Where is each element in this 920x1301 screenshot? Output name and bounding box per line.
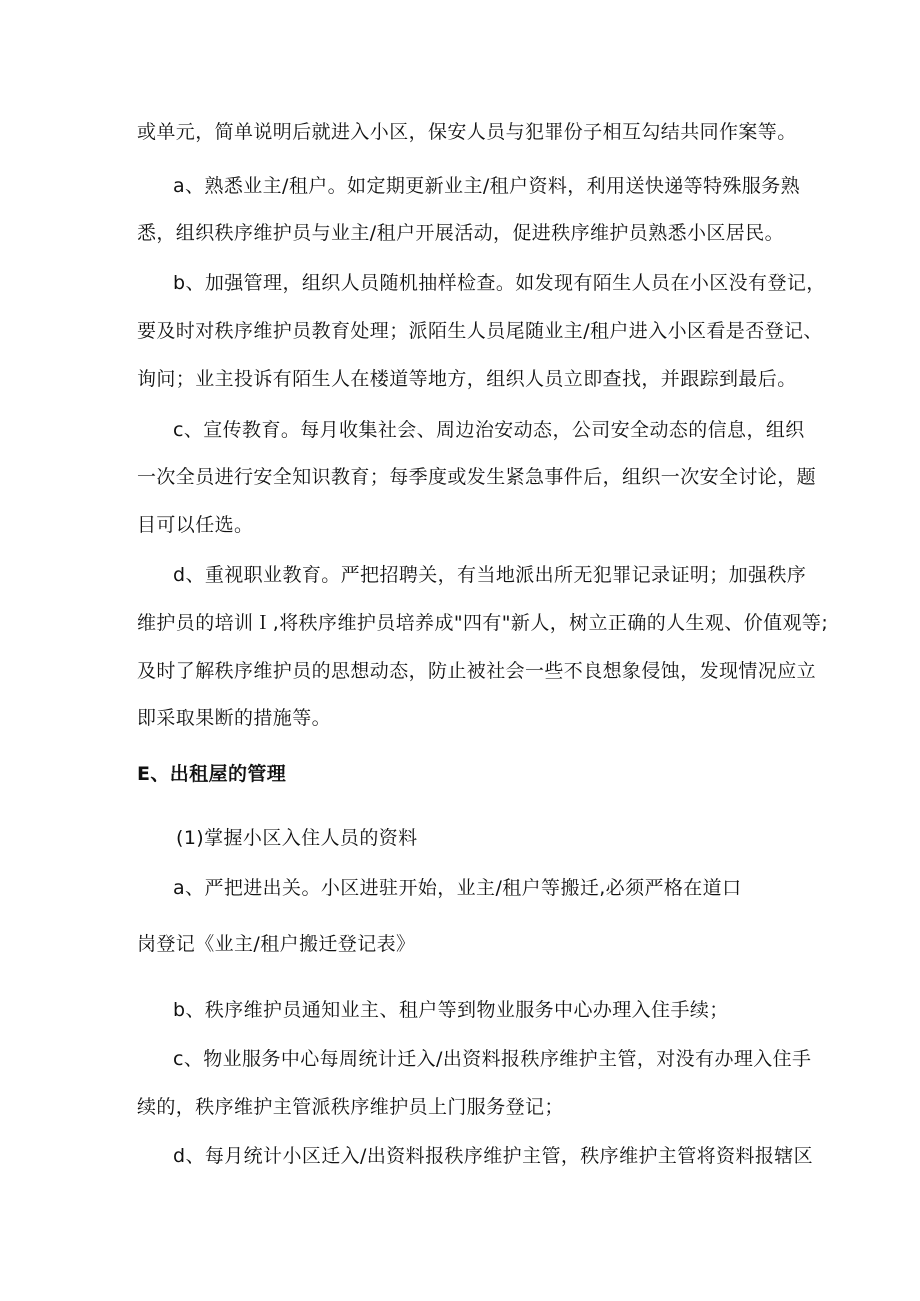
paragraph-line: d、重视职业教育。严把招聘关，有当地派出所无犯罪记录证明；加强秩序 [173,564,807,586]
paragraph-line: 及时了解秩序维护员的思想动态，防止被社会一些不良想象侵蚀，发现情况应立 [137,660,817,682]
paragraph-line: 即采取果断的措施等。 [137,707,332,729]
paragraph-line: b、秩序维护员通知业主、租户等到物业服务中心办理入住手续； [173,999,729,1021]
paragraph-line: 要及时对秩序维护员教育处理；派陌生人员尾随业主/租户进入小区看是否登记、 [137,320,823,342]
paragraph-line: 悉，组织秩序维护员与业主/租户开展活动，促进秩序维护员熟悉小区居民。 [137,222,785,244]
paragraph-line: 或单元，简单说明后就进入小区，保安人员与犯罪份子相互勾结共同作案等。 [137,121,797,143]
paragraph-line: 维护员的培训Ｉ,将秩序维护员培养成"四有"新人，树立正确的人生观、价值观等; [137,612,829,634]
paragraph-line: c、宣传教育。每月收集社会、周边治安动态，公司安全动态的信息，组织 [173,419,805,441]
paragraph-line: a、严把进出关。小区进驻开始，业主/租户等搬迁,必须严格在道口 [173,877,742,899]
paragraph-line: 询问；业主投诉有陌生人在楼道等地方，组织人员立即查找，并跟踪到最后。 [137,368,797,390]
subsection-heading: (1)掌握小区入住人员的资料 [176,827,418,849]
paragraph-line: d、每月统计小区迁入/出资料报秩序维护主管，秩序维护主管将资料报辖区 [173,1145,814,1167]
paragraph-line: b、加强管理，组织人员随机抽样检查。如发现有陌生人员在小区没有登记， [173,272,826,294]
paragraph-line: 一次全员进行安全知识教育；每季度或发生紧急事件后，组织一次安全讨论，题 [137,466,817,488]
paragraph-line: c、物业服务中心每周统计迁入/出资料报秩序维护主管，对没有办理入住手 [173,1048,812,1070]
paragraph-line: 目可以任选。 [137,514,254,536]
paragraph-line: 续的，秩序维护主管派秩序维护员上门服务登记； [137,1096,564,1118]
section-heading: E、出租屋的管理 [137,763,287,785]
paragraph-line: 岗登记《业主/租户搬迁登记表》 [137,933,416,955]
paragraph-line: a、熟悉业主/租户。如定期更新业主/租户资料，利用送快递等特殊服务熟 [173,175,801,197]
